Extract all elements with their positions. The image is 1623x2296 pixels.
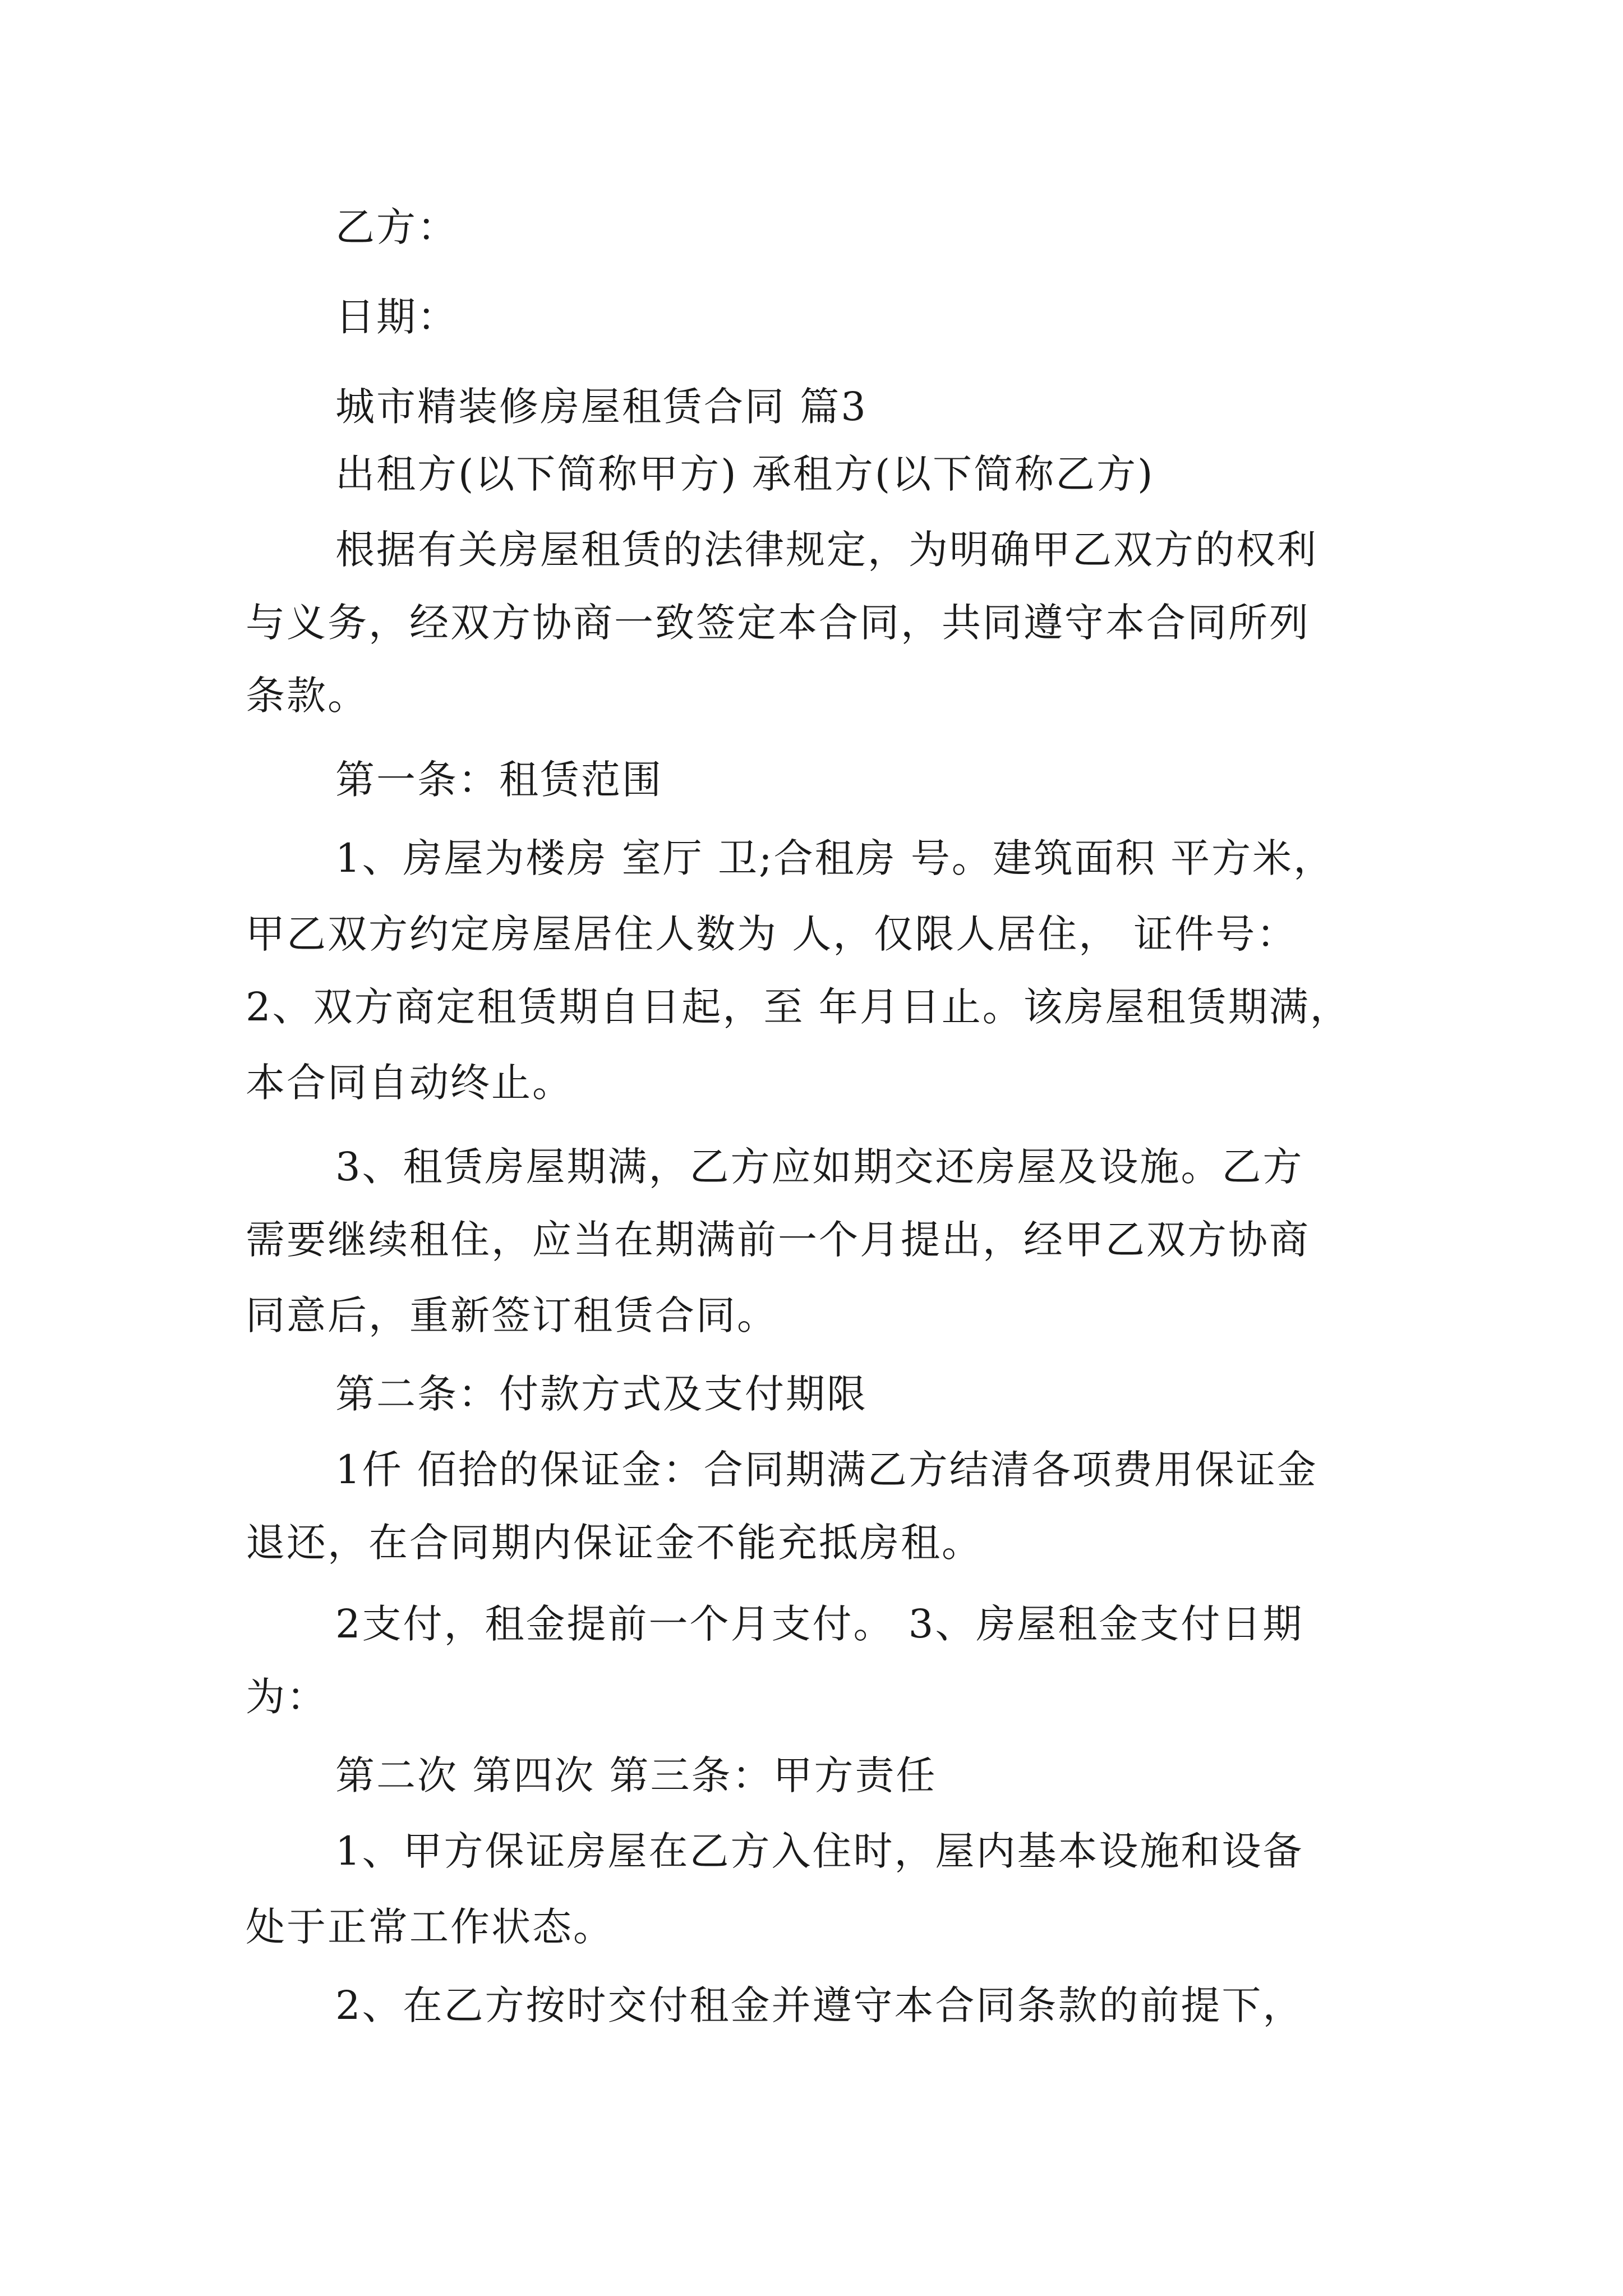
paragraph-line: 1、甲方保证房屋在乙方入住时，屋内基本设施和设备: [335, 1828, 1304, 1874]
paragraph-line: 根据有关房屋租赁的法律规定，为明确甲乙双方的权利: [335, 527, 1318, 573]
paragraph-line: 条款。: [246, 673, 368, 719]
paragraph-line: 2、在乙方按时交付租金并遵守本合同条款的前提下，: [335, 1982, 1304, 2028]
paragraph-line: 3、租赁房屋期满，乙方应如期交还房屋及设施。乙方: [335, 1144, 1304, 1190]
parties-line: 出租方(以下简称甲方) 承租方(以下简称乙方): [335, 451, 1155, 497]
date-label: 日期：: [335, 294, 458, 340]
paragraph-line: 甲乙双方约定房屋居住人数为 人，仅限人居住， 证件号：: [246, 911, 1298, 957]
paragraph-line: 1、房屋为楼房 室厅 卫;合租房 号。建筑面积 平方米，: [335, 835, 1335, 881]
article-heading: 第二条：付款方式及支付期限: [335, 1371, 868, 1417]
article-heading: 第一条：租赁范围: [335, 757, 663, 803]
paragraph-line: 2支付，租金提前一个月支付。 3、房屋租金支付日期: [335, 1601, 1304, 1647]
paragraph-line: 1仟 佰拾的保证金：合同期满乙方结清各项费用保证金: [335, 1447, 1318, 1493]
paragraph-line: 处于正常工作状态。: [246, 1904, 614, 1950]
paragraph-line: 退还，在合同期内保证金不能充抵房租。: [246, 1520, 983, 1566]
article-heading: 第二次 第四次 第三条：甲方责任: [335, 1752, 937, 1798]
party-b-label: 乙方：: [335, 204, 458, 250]
paragraph-line: 与义务，经双方协商一致签定本合同，共同遵守本合同所列: [246, 600, 1310, 646]
paragraph-line: 本合同自动终止。: [246, 1060, 573, 1106]
paragraph-line: 2、双方商定租赁期自日起，至 年月日止。该房屋租赁期满，: [246, 984, 1351, 1030]
paragraph-line: 为：: [246, 1674, 328, 1720]
paragraph-line: 需要继续租住，应当在期满前一个月提出，经甲乙双方协商: [246, 1217, 1310, 1263]
section-title: 城市精装修房屋租赁合同 篇3: [335, 384, 868, 430]
paragraph-line: 同意后，重新签订租赁合同。: [246, 1292, 778, 1338]
